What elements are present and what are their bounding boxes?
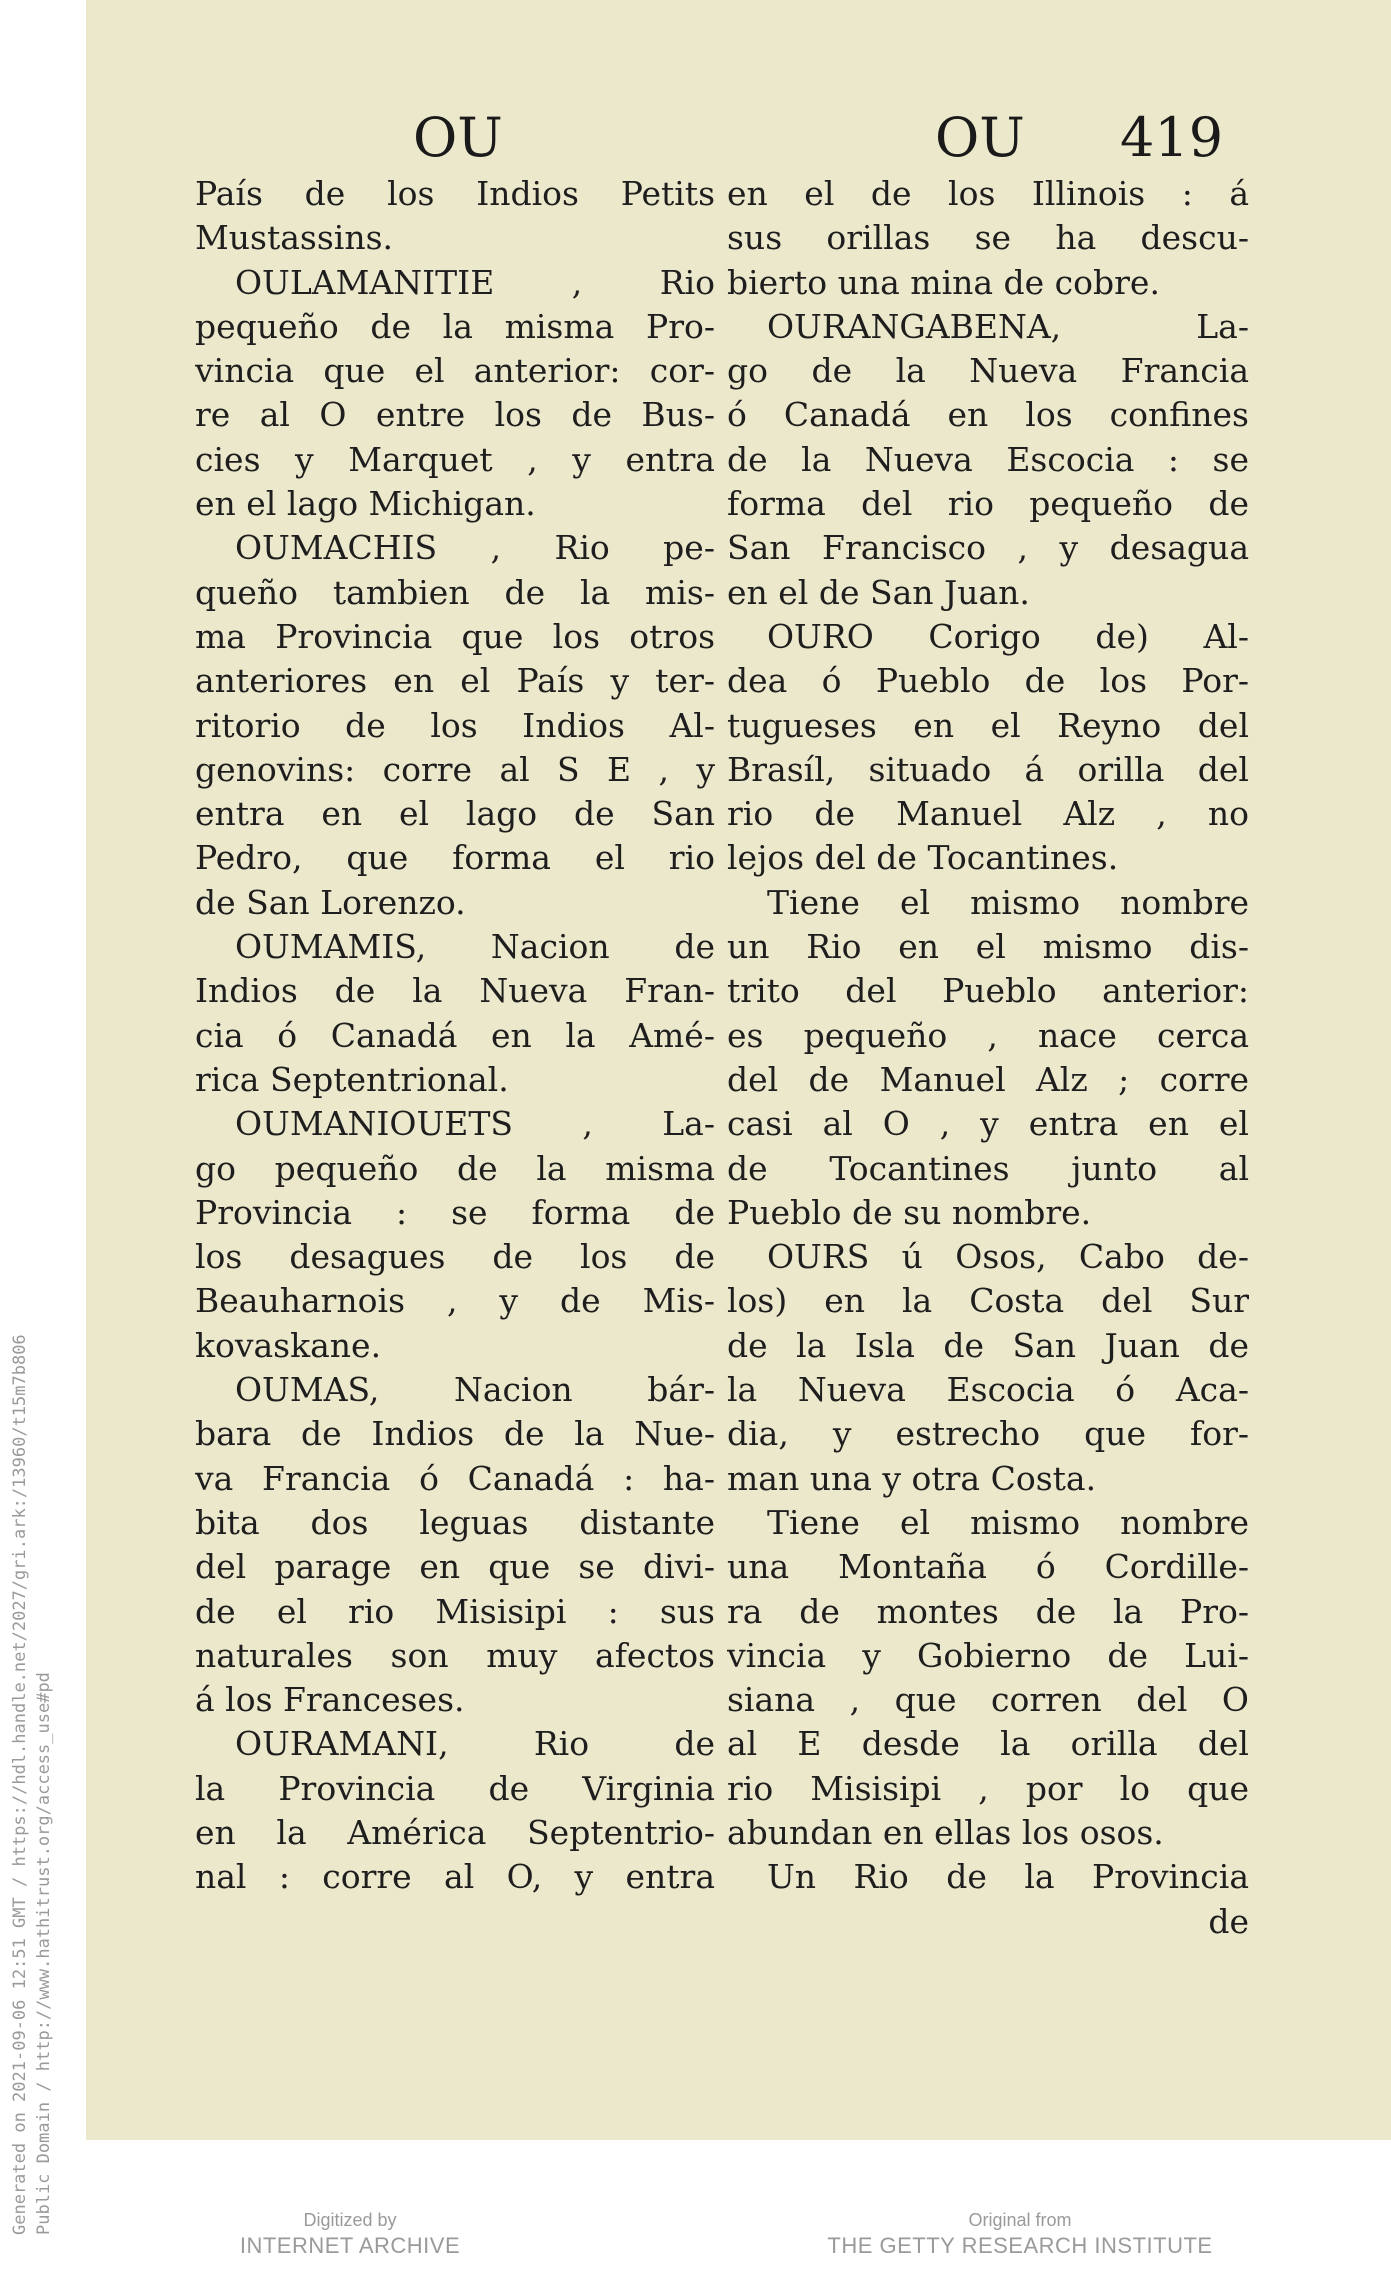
text-line: OUMAMIS, Nacion de [235,927,715,967]
text-line: OULAMANITIE , Rio [235,262,715,302]
text-line: pequeño de la misma Pro- [195,306,715,346]
text-line: abundan en ellas los osos. [727,1812,1164,1852]
text-line: bita dos leguas distante [195,1502,715,1542]
footer-original-label: Original from [968,2210,1072,2230]
text-line: va Francia ó Canadá : ha- [195,1458,715,1498]
text-line: Pueblo de su nombre. [727,1192,1092,1232]
footer-digitized [170,2208,530,2260]
running-head-right: OU [935,106,1025,169]
text-line: OUMANIOUETS , La- [235,1104,715,1144]
text-line: siana , que corren del O [727,1680,1249,1720]
text-line: Mustassins. [195,218,394,258]
text-line: entra en el lago de San [195,794,715,834]
text-line: OUMAS, Nacion bár- [235,1370,715,1410]
text-line: OURO Corigo de) Al- [767,616,1249,656]
footer-original [820,2208,1220,2260]
text-line: la Nueva Escocia ó Aca- [727,1370,1249,1410]
text-line: lejos del de Tocantines. [727,838,1119,878]
text-line: de San Lorenzo. [195,882,466,922]
side-watermark [8,1135,56,2235]
text-line: forma del rio pequeño de [727,484,1249,524]
text-line: en el de San Juan. [727,572,1030,612]
text-line: anteriores en el País y ter- [195,661,715,701]
text-line: del de Manuel Alz ; corre [727,1059,1249,1099]
text-line: de la Nueva Escocia : se [727,439,1249,479]
text-line: Un Rio de la Provincia [767,1857,1249,1897]
text-line: cies y Marquet , y entra [195,439,715,479]
text-line: man una y otra Costa. [727,1458,1097,1498]
text-line: bierto una mina de cobre. [727,262,1160,302]
text-line: Tiene el mismo nombre [767,882,1249,922]
text-line: OUMACHIS , Rio pe- [235,528,715,568]
text-line: trito del Pueblo anterior: [727,971,1249,1011]
text-line: de Tocantines junto al [727,1148,1249,1188]
text-line: ra de montes de la Pro- [727,1591,1249,1631]
watermark-line-1: Generated on 2021-09-06 12:51 GMT / https://hdl.handle.net/2027/gri.ark:/13960/t15m7b806 [10,1334,30,2235]
text-line: del parage en que se divi- [195,1547,715,1587]
text-line: Provincia : se forma de [195,1192,715,1232]
text-line: los desagues de los de [195,1237,715,1277]
text-line: ma Provincia que los otros [195,616,715,656]
running-head-left: OU [413,106,503,169]
text-line: vincia y Gobierno de Lui- [727,1635,1249,1675]
text-line: tugueses en el Reyno del [727,705,1249,745]
text-line: los) en la Costa del Sur [727,1281,1249,1321]
text-line: naturales son muy afectos [195,1635,715,1675]
text-line: en la América Septentrio- [195,1812,715,1852]
text-line: Indios de la Nueva Fran- [195,971,715,1011]
text-line: Brasíl, situado á orilla del [727,749,1249,789]
watermark-line-2: Public Domain / http://www.hathitrust.org/access_use#pd [34,1672,54,2235]
text-line: OURAMANI, Rio de [235,1724,715,1764]
page-number: 419 [1120,106,1224,169]
text-line: un Rio en el mismo dis- [727,927,1249,967]
text-line: queño tambien de la mis- [195,572,715,612]
text-line: cia ó Canadá en la Amé- [195,1015,715,1055]
text-line: en el de los Illinois : á [727,174,1249,213]
text-line: á los Franceses. [195,1680,465,1720]
text-line: de [1208,1901,1249,1941]
text-line: OURANGABENA, La- [767,306,1249,346]
text-line: en el lago Michigan. [195,484,536,524]
footer-original-source: THE GETTY RESEARCH INSTITUTE [827,2233,1213,2258]
text-line: dea ó Pueblo de los Por- [727,661,1249,701]
text-line: de la Isla de San Juan de [727,1325,1249,1365]
text-line: casi al O , y entra en el [727,1104,1249,1144]
text-line: Pedro, que forma el rio [195,838,715,878]
footer-digitized-source: INTERNET ARCHIVE [239,2233,461,2258]
text-line: bara de Indios de la Nue- [195,1414,715,1454]
text-line: es pequeño , nace cerca [727,1015,1249,1055]
text-line: OURS ú Osos, Cabo de- [767,1237,1249,1277]
text-line: genovins: corre al S E , y [195,749,715,789]
text-line: ritorio de los Indios Al- [195,705,715,745]
footer-digitized-label: Digitized by [303,2210,397,2230]
text-column-left [195,172,715,1900]
text-line: la Provincia de Virginia [195,1768,715,1808]
text-line: rica Septentrional. [195,1059,509,1099]
text-line: San Francisco , y desagua [727,528,1249,568]
text-column-right [727,172,1249,1944]
text-line: una Montaña ó Cordille- [727,1547,1249,1587]
text-line: kovaskane. [195,1325,382,1365]
text-line: rio de Manuel Alz , no [727,794,1249,834]
text-line: nal : corre al O, y entra [195,1857,715,1897]
text-line: Tiene el mismo nombre [767,1502,1249,1542]
text-line: vincia que el anterior: cor- [195,351,715,391]
text-line: de el rio Misisipi : sus [195,1591,715,1631]
text-line: País de los Indios Petits [195,174,715,213]
text-line: dia, y estrecho que for- [727,1414,1249,1454]
text-line: sus orillas se ha descu- [727,218,1249,258]
text-line: rio Misisipi , por lo que [727,1768,1249,1808]
text-line: ó Canadá en los confines [727,395,1249,435]
text-line: go pequeño de la misma [195,1148,715,1188]
text-line: Beauharnois , y de Mis- [195,1281,715,1321]
text-line: go de la Nueva Francia [727,351,1249,391]
text-line: al E desde la orilla del [727,1724,1249,1764]
text-line: re al O entre los de Bus- [195,395,715,435]
